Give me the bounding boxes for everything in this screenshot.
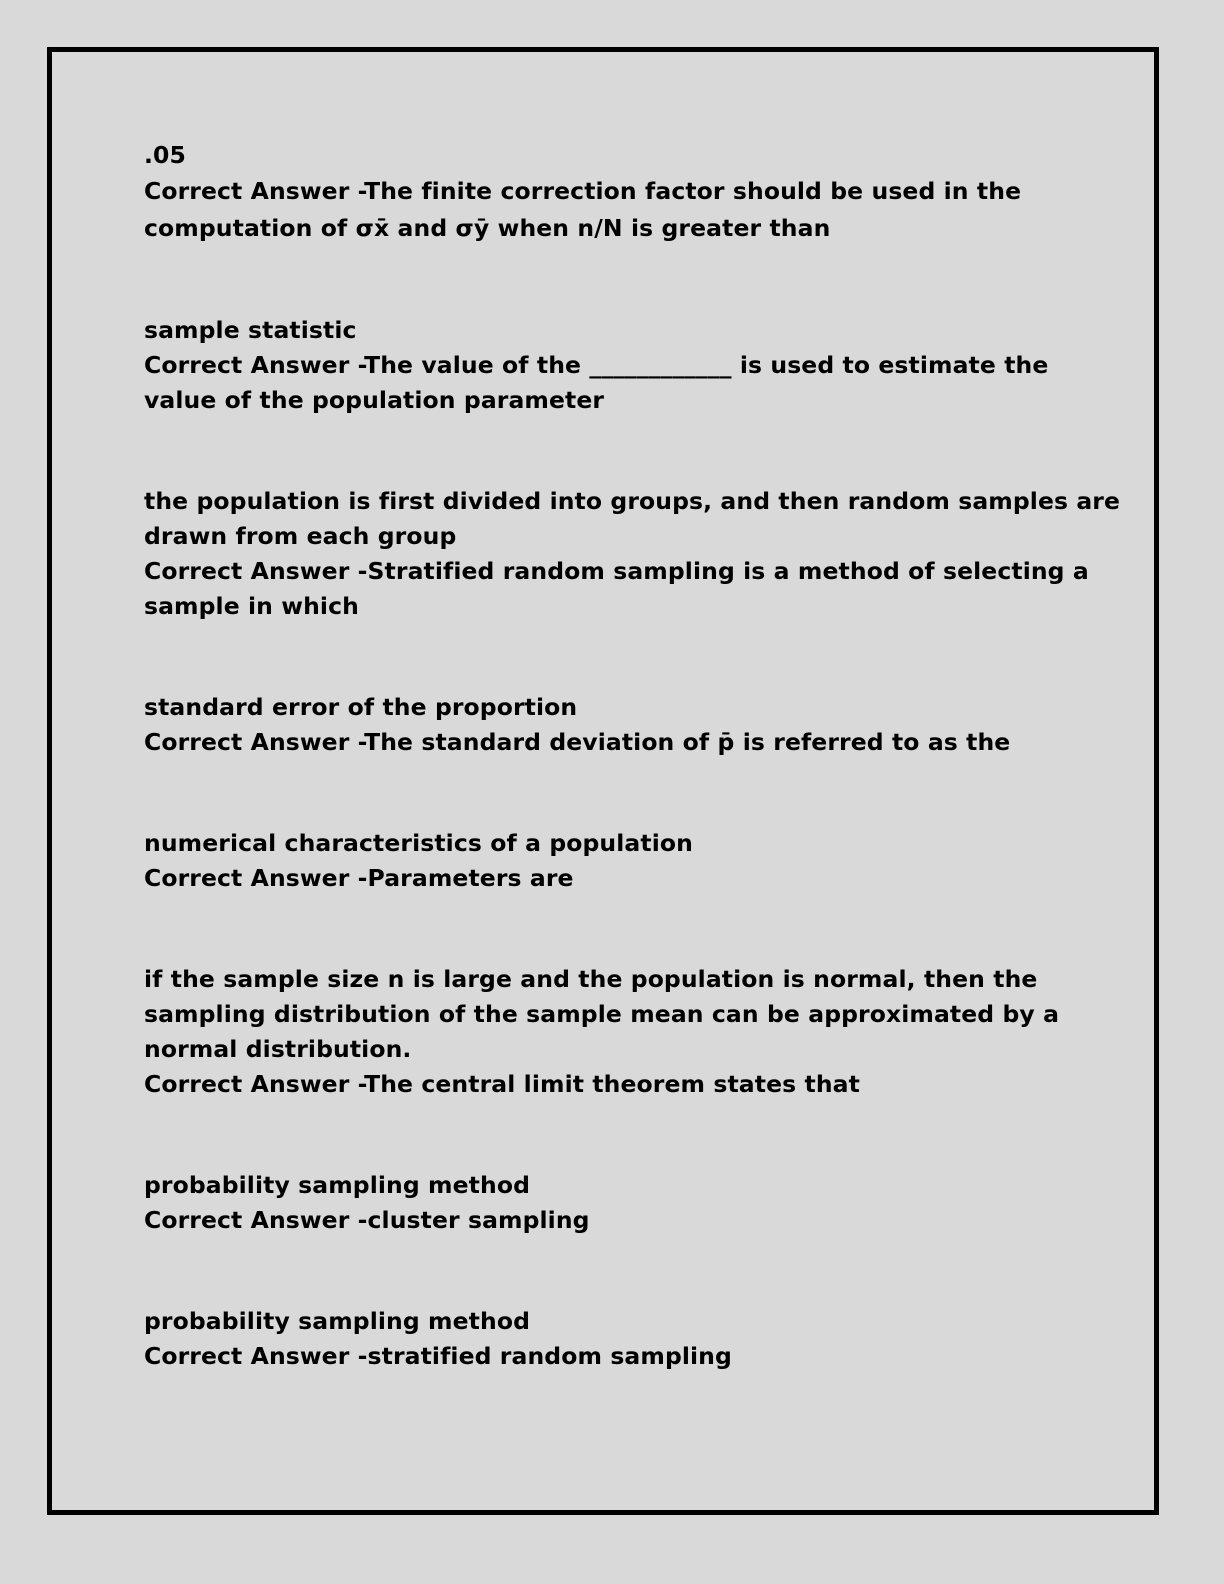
qa-entry (144, 826, 1064, 896)
answer-text: standard error of the proportion (144, 693, 578, 721)
question-text: Correct Answer -Stratified random sampling is a method of selecting a (144, 557, 1089, 585)
question-text: Correct Answer -The finite correction factor should be used in the (144, 177, 1022, 205)
answer-text: numerical characteristics of a population (144, 829, 693, 857)
question-text: computation of σx̄ and σȳ when n/N is greater than (144, 214, 831, 242)
document-body (144, 138, 1121, 1374)
answer-text: probability sampling method (144, 1171, 531, 1199)
answer-text: drawn from each group (144, 522, 457, 550)
answer-text: normal distribution. (144, 1035, 412, 1063)
qa-entry (144, 313, 1064, 418)
qa-entry (144, 962, 1064, 1102)
question-text: Correct Answer -cluster sampling (144, 1206, 590, 1234)
question-text: Correct Answer -The standard deviation of p̄ is referred to as the (144, 728, 1011, 756)
answer-text: if the sample size n is large and the population is normal, then the (144, 965, 1038, 993)
qa-entry (144, 1168, 1064, 1238)
question-text: Correct Answer -Parameters are (144, 864, 574, 892)
qa-entry (144, 138, 1064, 247)
answer-text: sample statistic (144, 316, 357, 344)
answer-text: sampling distribution of the sample mean can be approximated by a (144, 1000, 1060, 1028)
answer-text: the population is first divided into groups, and then random samples are (144, 487, 1121, 515)
question-text: Correct Answer -stratified random sampling (144, 1342, 732, 1370)
qa-entry (144, 1304, 1064, 1374)
question-text: value of the population parameter (144, 386, 605, 414)
answer-text: .05 (144, 141, 186, 169)
question-text: sample in which (144, 592, 359, 620)
question-text: Correct Answer -The central limit theorem states that (144, 1070, 860, 1098)
qa-entry (144, 690, 1064, 760)
question-text: Correct Answer -The value of the ____________ is used to estimate the (144, 351, 1049, 379)
answer-text: probability sampling method (144, 1307, 531, 1335)
qa-entry (144, 484, 1121, 624)
